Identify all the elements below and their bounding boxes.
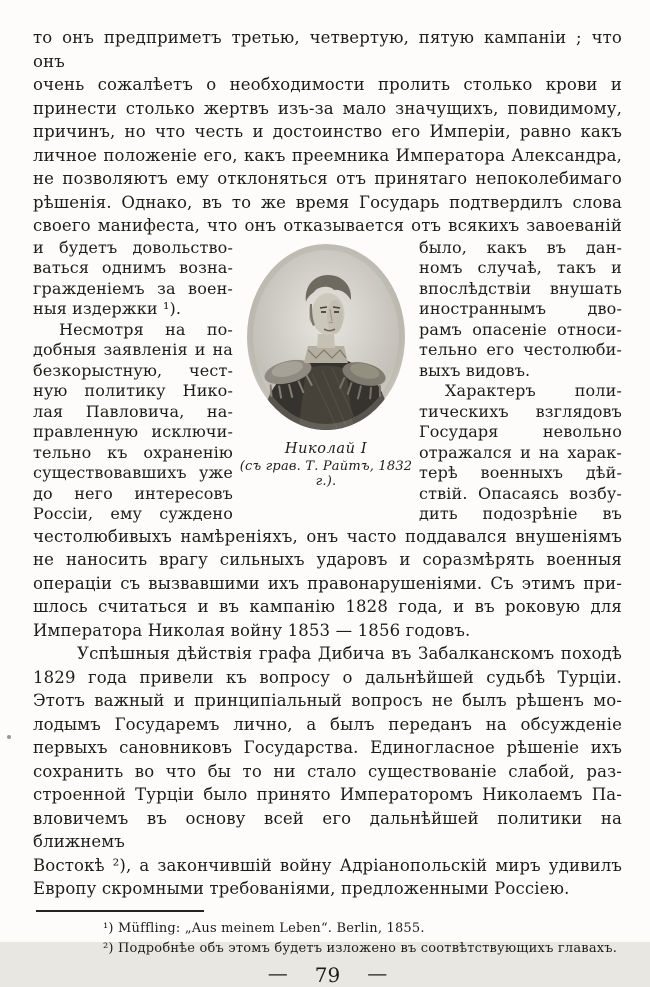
text-line: существовавшихъ уже [33,463,233,482]
page-number-dash-right: — [367,960,388,985]
text-line: причинъ, но что честь и достоинство его Имперіи, равно какъ [33,122,622,141]
text-line: иностраннымъ дво- [419,299,622,318]
text-line: рѣшенія. Однако, въ то же время Государь подтвердилъ слова [33,192,622,212]
right-text-column [419,238,622,525]
figure [233,238,419,489]
footnote-1: ¹) Müffling: „Aus meinem Leben“. Berlin, 1855. [103,920,425,936]
text-line: то онъ предприметъ третью, четвертую, пятую кампаніи ; что онъ [33,28,622,71]
text-line: до него интересовъ [33,483,233,503]
text-line: выхъ видовъ. [419,360,531,380]
paragraph-1 [33,26,622,238]
text-line: добныя заявленія и на [33,340,233,359]
page-number-value: 79 [314,962,341,987]
footnote-separator [36,910,204,912]
text-line: номъ случаѣ, такъ и [419,258,622,277]
text-line: Россіи, ему суждено [33,504,233,523]
ink-speck [7,735,11,739]
figure-caption-credit: (съ грав. Т. Райтъ, 1832 г.). [239,458,413,489]
left-text-column [33,238,233,525]
text-line: очень сожалѣетъ о необходимости пролить столько крови и [33,75,622,94]
text-line: Успѣшныя дѣйствія графа Дибича въ Забалканскомъ походѣ [77,644,622,663]
text-line: отражался и на харак- [419,442,622,462]
text-line: Европу скромными требованіями, предложенными Россіею. [33,879,570,898]
text-line: тельно къ охраненію [33,442,233,462]
text-line: ваться однимъ возна- [33,258,233,277]
text-line: Этотъ важный и принципіальный вопросъ не былъ рѣшенъ мо- [33,691,622,710]
text-line: ную политику Нико- [33,381,233,400]
text-line: рамъ опасеніе относи- [419,319,622,339]
figure-caption-title: Николай I [284,440,368,457]
page-number [33,960,622,987]
text-line: Императора Николая войну 1853 — 1856 годовъ. [33,620,471,640]
paragraph-2 [33,642,622,901]
text-line: не позволяютъ ему отклоняться отъ принятаго непоколебимаго [33,169,622,188]
text-line: шлось считаться и въ кампанію 1828 года, и въ роковую для [33,597,622,616]
page-number-dash-left: — [267,960,288,985]
text-line: гражденіемъ за воен- [33,278,233,298]
text-line: вловичемъ въ основу всей его дальнѣйшей политики на ближнемъ [33,808,622,851]
text-line: первыхъ сановниковъ Государства. Единогласное рѣшеніе ихъ [33,738,622,757]
text-line: безкорыстную, чест- [33,360,233,380]
text-line: тическихъ взглядовъ [419,401,622,421]
text-line: правленную исключи- [33,422,233,441]
text-line: операціи съ вызвавшими ихъ правонарушеніями. Съ этимъ при- [33,573,622,593]
footnotes [33,919,622,959]
text-line: Несмотря на по- [59,319,233,339]
text-line: Государя невольно [419,422,622,441]
text-line: лодымъ Государемъ лично, а былъ переданъ на обсужденіе [33,714,622,734]
text-line: честолюбивыхъ намѣреніяхъ, онъ часто поддавался внушеніямъ [33,526,622,546]
text-line: ствій. Опасаясь возбу- [419,483,622,503]
text-line: сохранить во что бы то ни стало существованіе слабой, раз- [33,761,622,781]
text-line: Востокѣ ²), а закончившій войну Адріанопольскій миръ удивилъ [33,855,622,875]
text-line: строенной Турціи было принято Императоромъ Николаемъ Па- [33,785,622,804]
text-line: личное положеніе его, какъ преемника Императора Александра, [33,145,622,165]
text-line: Характеръ поли- [445,381,622,400]
paragraph-1-continuation [33,525,622,643]
text-line: дить подозрѣніе въ [419,504,622,523]
text-block [33,26,622,987]
text-line: 1829 года привели къ вопросу о дальнѣйшей судьбѣ Турціи. [33,667,622,687]
text-line: принести столько жертвъ изъ-за мало значущихъ, повидимому, [33,98,622,118]
text-line: своего манифеста, что онъ отказывается отъ всякихъ завоеваній [33,216,622,235]
text-line: тельно его честолюби- [419,340,622,359]
portrait-image [242,242,410,432]
footnote-2: ²) Подробнѣе объ этомъ будетъ изложено въ соотвѣтствующихъ главахъ. [103,940,618,956]
text-line: не наносить врагу сильныхъ ударовъ и соразмѣрять военныя [33,550,622,569]
text-line: терѣ военныхъ дѣй- [419,463,622,482]
text-line: и будетъ довольство- [33,237,233,257]
text-line: ныя издержки ¹). [33,299,182,318]
text-line: лая Павловича, на- [33,401,233,421]
figure-wrap-row [33,238,622,525]
text-line: впослѣдствіи внушать [419,278,622,298]
text-line: было, какъ въ дан- [419,237,622,257]
